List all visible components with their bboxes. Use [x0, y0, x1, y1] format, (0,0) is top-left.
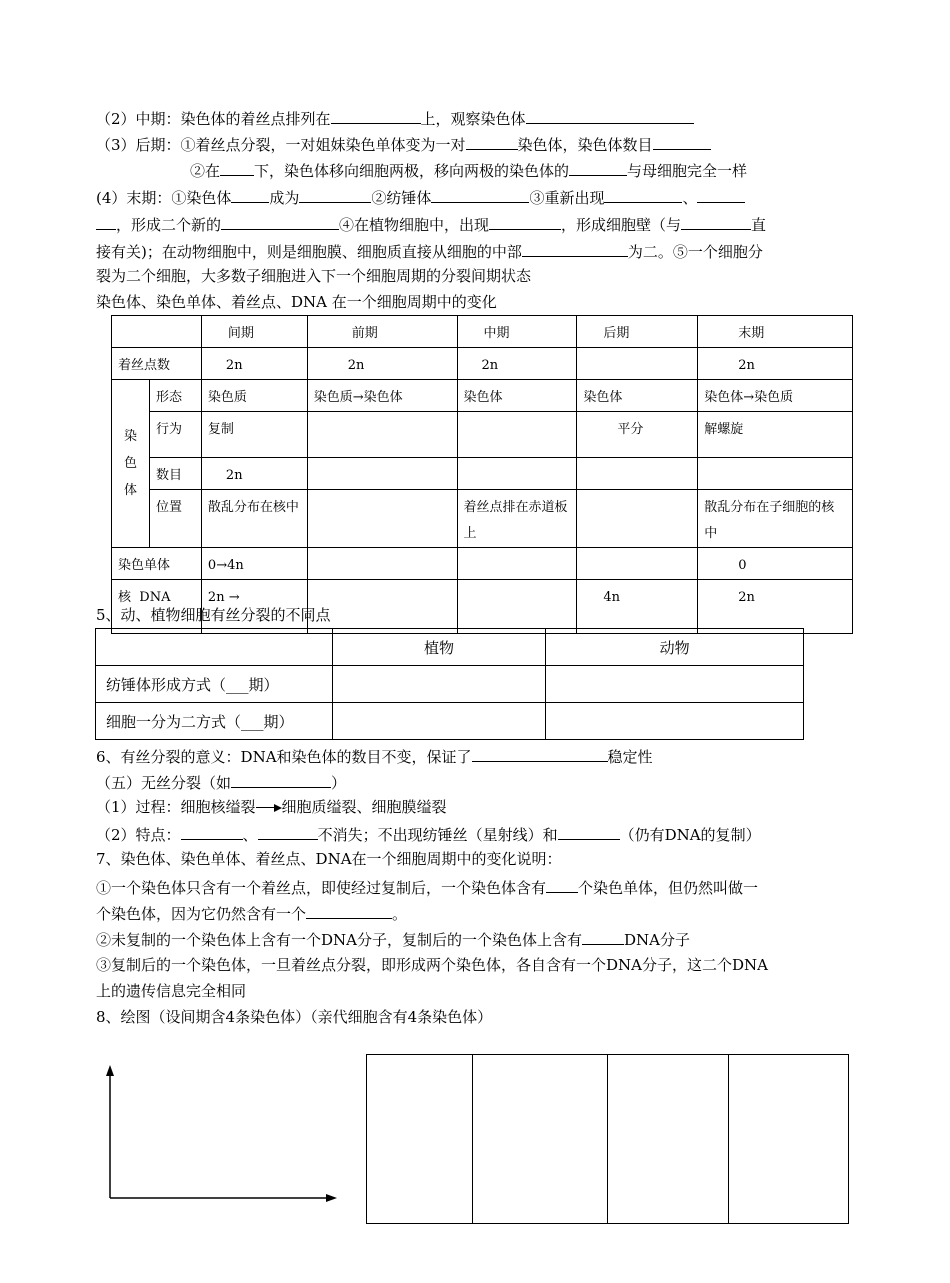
amitosis-process: （1）过程：细胞核缢裂 细胞质缢裂、细胞膜缢裂: [96, 798, 447, 816]
table-row: [112, 316, 853, 348]
cell: 染色体: [577, 380, 698, 412]
blank[interactable]: [181, 823, 243, 840]
cell: 复制: [201, 412, 307, 458]
section7-p2: ②未复制的一个染色体上含有一个DNA分子，复制后的一个染色体上含有 DNA分子: [96, 928, 690, 950]
header-prophase: 前期: [307, 316, 457, 348]
divider: [728, 1055, 729, 1223]
cell: 2n: [698, 580, 853, 634]
table-row: [112, 380, 853, 412]
blank[interactable]: [96, 213, 116, 230]
table-row: [112, 548, 853, 580]
blank[interactable]: [569, 159, 627, 176]
blank[interactable]: [546, 876, 578, 893]
section6: 6、有丝分裂的意义：DNA和染色体的数目不变，保证了 稳定性: [96, 745, 653, 767]
amitosis-feature: （2）特点： 、 不消失；不出现纺锤丝（星射线）和 （仍有DNA的复制）: [96, 823, 761, 845]
line-telophase-4: 裂为二个细胞，大多数子细胞进入下一个细胞周期的分裂间期状态: [96, 267, 532, 285]
row-label: 行为: [149, 412, 201, 458]
cell: 散乱分布在核中: [201, 490, 307, 548]
cell: [457, 580, 577, 634]
line-telophase-2: ，形成二个新的 ④在植物细胞中，出现 ，形成细胞壁（与 直: [96, 213, 766, 235]
table-caption: 染色体、染色单体、着丝点、DNA 在一个细胞周期中的变化: [96, 293, 497, 311]
cell: [577, 458, 698, 490]
section5-title: 5、动、植物细胞有丝分裂的不同点: [96, 606, 331, 624]
section7-p3-cont: 上的遗传信息完全相同: [96, 982, 247, 1000]
cell: 2n: [457, 348, 577, 380]
row-label: 细胞一分为二方式（___期）: [96, 703, 333, 740]
line-telophase-1: (4）末期：①染色体 成为 ②纺锤体 ③重新出现 、: [96, 186, 745, 208]
axes-diagram: [100, 1062, 344, 1206]
blank[interactable]: [231, 186, 269, 203]
section7-p1-cont: 个染色体，因为它仍然含有一个 。: [96, 902, 407, 924]
cell: 解螺旋: [698, 412, 853, 458]
cell: [577, 490, 698, 548]
blank[interactable]: [466, 133, 518, 150]
cell: [457, 412, 577, 458]
blank[interactable]: [220, 159, 254, 176]
line-telophase-3: 接有关)；在动物细胞中，则是细胞膜、细胞质直接从细胞的中部 为二。⑤一个细胞分: [96, 240, 763, 262]
blank[interactable]: [489, 213, 561, 230]
cell: 2n: [201, 348, 307, 380]
cell: [577, 548, 698, 580]
col-plant: 植物: [332, 629, 546, 666]
blank[interactable]: [681, 213, 751, 230]
divider: [607, 1055, 608, 1223]
blank[interactable]: [653, 133, 711, 150]
blank[interactable]: [221, 213, 339, 230]
cell: 2n: [307, 348, 457, 380]
table-row: [112, 458, 853, 490]
drawing-box-grid[interactable]: [366, 1054, 849, 1224]
difference-table: [95, 628, 804, 740]
cell: [307, 412, 457, 458]
table-row: [96, 666, 804, 703]
cell: [698, 458, 853, 490]
divider: [472, 1055, 473, 1223]
cell: 0→4n: [201, 548, 307, 580]
header-telophase: 末期: [698, 316, 853, 348]
cell: 0: [698, 548, 853, 580]
blank[interactable]: [306, 902, 392, 919]
answer-cell[interactable]: [546, 703, 804, 740]
section7-title: 7、染色体、染色单体、着丝点、DNA在一个细胞周期中的变化说明：: [96, 850, 562, 868]
line-anaphase-2: ②在 下，染色体移向细胞两极，移向两极的染色体的 与母细胞完全一样: [190, 159, 747, 181]
cycle-table: [111, 315, 853, 634]
cell: 4n: [577, 580, 698, 634]
line-metaphase: （2）中期：染色体的着丝点排列在 上，观察染色体: [96, 107, 694, 129]
blank[interactable]: [472, 745, 608, 762]
cell: [307, 458, 457, 490]
cell: 染色质→染色体: [307, 380, 457, 412]
table-row: [112, 412, 853, 458]
header-anaphase: 后期: [577, 316, 698, 348]
cell: 染色体: [457, 380, 577, 412]
blank[interactable]: [258, 823, 318, 840]
header-interphase: 间期: [201, 316, 307, 348]
cell: [457, 548, 577, 580]
row-label: 形态: [149, 380, 201, 412]
cell: 2n →: [201, 580, 307, 634]
row-label: 纺锤体形成方式（___期）: [96, 666, 333, 703]
section7-p1: ①一个染色体只含有一个着丝点，即使经过复制后，一个染色体含有 个染色单体，但仍然叫做一: [96, 876, 758, 898]
row-label: 核 DNA: [112, 580, 202, 634]
blank[interactable]: [522, 240, 628, 257]
cell: [457, 458, 577, 490]
row-label: 染色单体: [112, 548, 202, 580]
x-axis-arrow-icon: [326, 1194, 337, 1202]
cell: [577, 348, 698, 380]
chromosome-group-label: 染 色 体: [112, 380, 150, 548]
table-row: [96, 703, 804, 740]
cell: [307, 490, 457, 548]
answer-cell[interactable]: [546, 666, 804, 703]
arrow-icon: [256, 804, 282, 812]
amitosis-title: （五）无丝分裂（如 ）: [96, 771, 346, 793]
blank[interactable]: [582, 928, 624, 945]
cell: [96, 629, 333, 666]
section7-p3: ③复制后的一个染色体，一旦着丝点分裂，即形成两个染色体，各自含有一个DNA分子，这二个DNA: [96, 956, 768, 974]
cell: 2n: [201, 458, 307, 490]
blank[interactable]: [526, 107, 694, 124]
blank[interactable]: [331, 107, 421, 124]
cell: [307, 548, 457, 580]
y-axis-arrow-icon: [106, 1065, 114, 1076]
cell: 平分: [577, 412, 698, 458]
answer-cell[interactable]: [332, 666, 546, 703]
cell: 散乱分布在子细胞的核中: [698, 490, 853, 548]
table-row: [96, 629, 804, 666]
cell: 染色质: [201, 380, 307, 412]
blank[interactable]: [299, 186, 371, 203]
answer-cell[interactable]: [332, 703, 546, 740]
col-animal: 动物: [546, 629, 804, 666]
cell: 2n: [698, 348, 853, 380]
row-label: 着丝点数: [112, 348, 202, 380]
table-row: [112, 490, 853, 548]
blank[interactable]: [604, 186, 682, 203]
section8-title: 8、绘图（设间期含4条染色体）（亲代细胞含有4条染色体）: [96, 1008, 493, 1026]
cell: 着丝点排在赤道板上: [457, 490, 577, 548]
header-metaphase: 中期: [457, 316, 577, 348]
blank[interactable]: [558, 823, 620, 840]
line-anaphase-1: （3）后期：①着丝点分裂，一对姐妹染色单体变为一对 染色体，染色体数目: [96, 133, 711, 155]
row-label: 数目: [149, 458, 201, 490]
blank[interactable]: [697, 186, 745, 203]
row-label: 位置: [149, 490, 201, 548]
cell: 染色体→染色质: [698, 380, 853, 412]
table-row: [112, 348, 853, 380]
blank[interactable]: [431, 186, 529, 203]
blank[interactable]: [231, 771, 331, 788]
